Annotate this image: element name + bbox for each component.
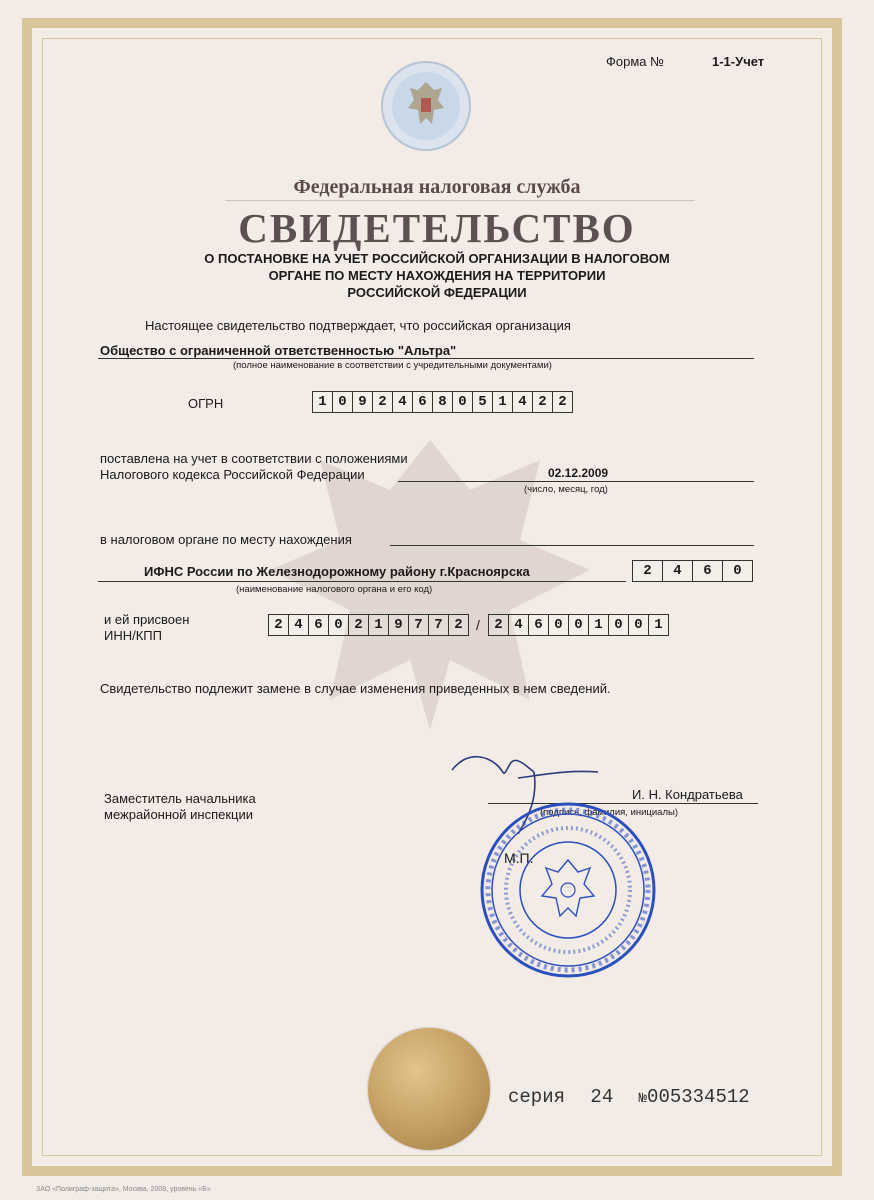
ogrn-digit: 1	[492, 391, 513, 413]
tax-office-label: в налоговом органе по месту нахождения	[100, 532, 352, 547]
tax-code-digit: 4	[662, 560, 693, 582]
form-label: Форма №	[606, 54, 665, 69]
tax-office-name: ИФНС России по Железнодорожному району г.Красноярска	[144, 564, 530, 579]
replacement-note: Свидетельство подлежит замене в случае изменения приведенных в нем сведений.	[100, 681, 611, 696]
tax-code-digit: 6	[692, 560, 723, 582]
intro-text: Настоящее свидетельство подтверждает, что российская организация	[145, 318, 571, 333]
inn-digit: 0	[328, 614, 349, 636]
registration-date: 02.12.2009	[548, 466, 609, 480]
inn-digit: 2	[268, 614, 289, 636]
document-title: СВИДЕТЕЛЬСТВО	[238, 205, 636, 251]
agency-divider	[225, 200, 695, 201]
signer-name: И. Н. Кондратьева	[632, 787, 743, 802]
date-hint: (число, месяц, год)	[524, 484, 608, 495]
agency-name: Федеральная налоговая служба	[293, 176, 581, 198]
ogrn-digit: 5	[472, 391, 493, 413]
assigned-text-2: ИНН/КПП	[104, 628, 162, 643]
assigned-text-1: и ей присвоен	[104, 612, 190, 627]
ogrn-digit: 8	[432, 391, 453, 413]
kpp-digit: 0	[548, 614, 569, 636]
inn-kpp-digits	[268, 614, 668, 636]
ogrn-digit: 2	[532, 391, 553, 413]
inn-digit: 2	[448, 614, 469, 636]
series-number	[508, 1086, 750, 1108]
tax-code-digit: 0	[722, 560, 753, 582]
ogrn-digit: 4	[512, 391, 533, 413]
form-number: 1-1-Учет	[712, 54, 765, 69]
ogrn-digit: 2	[372, 391, 393, 413]
registered-text-1: поставлена на учет в соответствии с положениями	[100, 451, 408, 466]
kpp-digit: 4	[508, 614, 529, 636]
kpp-digit: 1	[648, 614, 669, 636]
kpp-digit: 6	[528, 614, 549, 636]
official-stamp	[478, 800, 658, 980]
inn-digit: 1	[368, 614, 389, 636]
kpp-digit: 1	[588, 614, 609, 636]
inn-digit: 7	[428, 614, 449, 636]
number-sign: №	[638, 1091, 648, 1107]
tax-code-digit: 2	[632, 560, 663, 582]
registered-text-2: Налогового кодекса Российской Федерации	[100, 467, 365, 482]
inn-digit: 6	[308, 614, 329, 636]
certificate-number: 005334512	[647, 1086, 750, 1108]
ogrn-digit: 0	[452, 391, 473, 413]
tax-office-hint: (наименование налогового органа и его код)	[236, 584, 433, 595]
stamp-place-mark: М.П.	[504, 850, 534, 866]
inn-digit: 4	[288, 614, 309, 636]
tax-office-code	[632, 560, 752, 582]
org-name-hint: (полное наименование в соответствии с учредительными документами)	[233, 360, 552, 371]
ogrn-digit: 2	[552, 391, 573, 413]
inn-digit: 7	[408, 614, 429, 636]
ogrn-digit: 0	[332, 391, 353, 413]
ogrn-label: ОГРН	[188, 396, 224, 411]
inn-kpp-separator: /	[476, 617, 480, 633]
signature-hint: (подпись, фамилия, инициалы)	[540, 807, 678, 818]
kpp-digit: 0	[608, 614, 629, 636]
inn-digit: 2	[348, 614, 369, 636]
tax-office-name-line	[98, 581, 626, 582]
ogrn-digit: 1	[312, 391, 333, 413]
printer-footer: ЗАО «Полиграф-защита», Москва, 2008, уровень «Б»	[36, 1186, 211, 1193]
ogrn-digit: 9	[352, 391, 373, 413]
signer-position-2: межрайонной инспекции	[104, 807, 253, 822]
subtitle-line-2: ОРГАНЕ ПО МЕСТУ НАХОЖДЕНИЯ НА ТЕРРИТОРИИ	[268, 268, 606, 283]
date-line	[398, 481, 754, 482]
kpp-digit: 2	[488, 614, 509, 636]
ogrn-digits	[312, 391, 572, 413]
tax-office-label-line	[390, 545, 754, 546]
org-name-line	[98, 358, 754, 359]
kpp-digit: 0	[568, 614, 589, 636]
ogrn-digit: 4	[392, 391, 413, 413]
subtitle-line-1: О ПОСТАНОВКЕ НА УЧЕТ РОССИЙСКОЙ ОРГАНИЗАЦИИ В НАЛОГОВОМ	[204, 251, 670, 266]
kpp-digit: 0	[628, 614, 649, 636]
series-value: 24	[590, 1086, 614, 1108]
subtitle-line-3: РОССИЙСКОЙ ФЕДЕРАЦИИ	[347, 285, 527, 300]
hologram-emblem-icon	[380, 60, 472, 152]
series-label: серия	[508, 1086, 566, 1108]
organization-name: Общество с ограниченной ответственностью "Альтра"	[100, 343, 457, 358]
signer-position-1: Заместитель начальника	[104, 791, 256, 806]
embossed-seal-icon	[368, 1028, 490, 1150]
ogrn-digit: 6	[412, 391, 433, 413]
inn-digit: 9	[388, 614, 409, 636]
